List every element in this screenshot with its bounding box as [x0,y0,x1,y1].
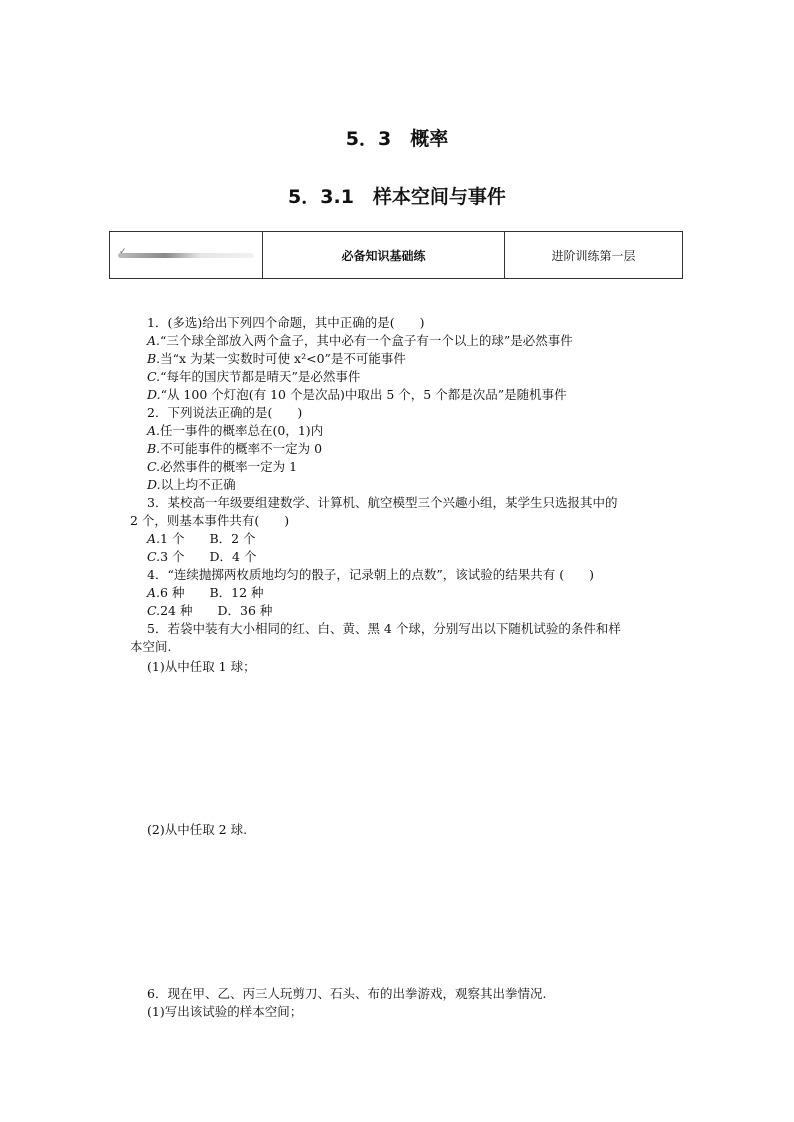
option-line: B.当“x 为某一实数时可使 x²<0”是不可能事件 [147,351,406,366]
question-line: 5．若袋中装有大小相同的红、白、黄、黑 4 个球，分别写出以下随机试验的条件和样 [147,621,621,636]
question-line: 3．某校高一年级要组建数学、计算机、航空模型三个兴趣小组，某学生只选报其中的 [147,495,618,510]
option-line: C.必然事件的概率一定为 1 [147,459,298,474]
option-line: B.不可能事件的概率不一定为 0 [147,441,323,456]
section-title: 5．3.1 样本空间与事件 [288,186,506,208]
sub-question: (1)从中任取 1 球； [147,659,256,674]
header-right-label: 进阶训练第一层 [551,248,636,263]
header-table [109,231,683,279]
option-line: C.24 种 D．36 种 [147,603,273,618]
option-line: D.以上均不正确 [147,477,236,492]
option-line: A.“三个球全部放入两个盒子，其中必有一个盒子有一个以上的球”是必然事件 [147,333,573,348]
question-line: 6．现在甲、乙、丙三人玩剪刀、石头、布的出拳游戏，观察其出拳情况. [147,986,547,1001]
question-line: 本空间. [130,639,172,654]
question-line: 2 个，则基本事件共有( ) [130,513,290,528]
sub-question: (1)写出该试验的样本空间； [147,1004,303,1019]
progress-bar-decoration [118,246,254,258]
question-line: 4．“连续抛掷两枚质地均匀的骰子，记录朝上的点数”，该试验的结果共有 ( ) [147,567,594,582]
option-line: A.6 种 B．12 种 [147,585,264,600]
checkmark-icon: ✓ [119,246,127,257]
option-line: C.3 个 D．4 个 [147,549,257,564]
option-line: C.“每年的国庆节都是晴天”是必然事件 [147,369,361,384]
header-center-label: 必备知识基础练 [263,232,505,278]
question-line: 2．下列说法正确的是( ) [147,405,303,420]
option-line: D.“从 100 个灯泡(有 10 个是次品)中取出 5 个，5 个都是次品”是随机事件 [147,387,567,402]
page-title: 5．3 概率 [345,128,449,150]
option-line: A.1 个 B．2 个 [147,531,256,546]
option-line: A.任一事件的概率总在(0，1)内 [147,423,324,438]
header-decoration-cell [110,232,263,278]
question-line: 1．(多选)给出下列四个命题，其中正确的是( ) [147,315,425,330]
sub-question: (2)从中任取 2 球. [147,822,248,837]
